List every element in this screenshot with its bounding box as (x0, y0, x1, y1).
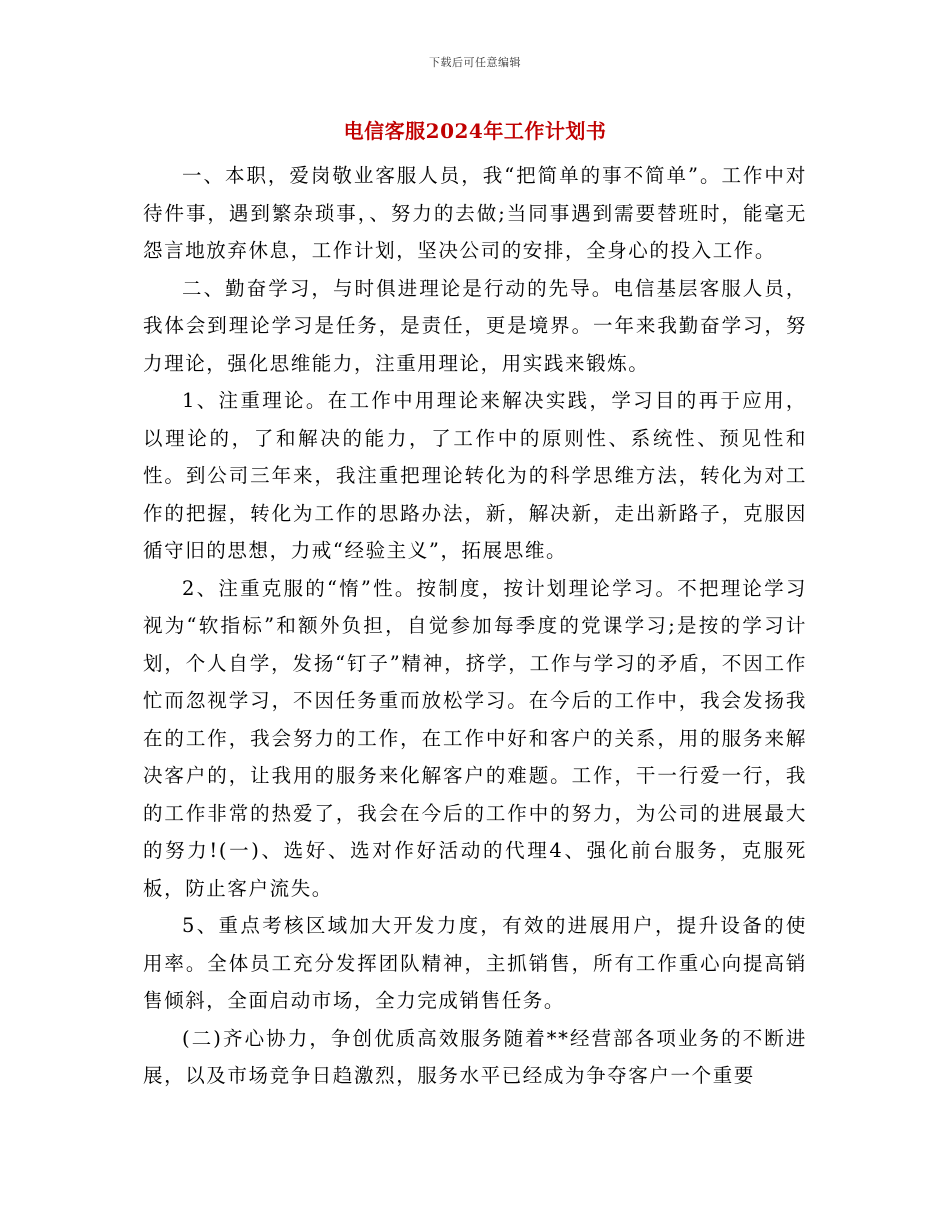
paragraph: 1、注重理论。在工作中用理论来解决实践，学习目的再于应用，以理论的，了和解决的能力，了工作中的原则性、系统性、预见性和性。到公司三年来，我注重把理论转化为的科学思维方法，转化为对工作的把握，转化为工作的思路办法，新，解决新，走出新路子，克服因循守旧的思想，力戒“经验主义”，拓展思维。 (143, 389, 807, 562)
paragraph: 二、勤奋学习，与时俱进理论是行动的先导。电信基层客服人员，我体会到理论学习是任务，是责任，更是境界。一年来我勤奋学习，努力理论，强化思维能力，注重用理论，用实践来锻炼。 (143, 276, 807, 375)
paragraph: 5、重点考核区域加大开发力度，有效的进展用户，提升设备的使用率。全体员工充分发挥团队精神，主抓销售，所有工作重心向提高销售倾斜，全面启动市场，全力完成销售任务。 (143, 914, 807, 1012)
paragraph: 一、本职，爱岗敬业客服人员，我“把简单的事不简单”。工作中对待件事，遇到繁杂琐事，、努力的去做;当同事遇到需要替班时，能毫无怨言地放弃休息，工作计划，坚决公司的安排，全身心的投入工作。 (143, 164, 807, 262)
paragraph: (二)齐心协力，争创优质高效服务随着**经营部各项业务的不断进展，以及市场竞争日趋激烈，服务水平已经成为争夺客户一个重要 (143, 1026, 807, 1087)
document-body (143, 157, 807, 1095)
paragraph: 2、注重克服的“惰”性。按制度，按计划理论学习。不把理论学习视为“软指标”和额外负担，自觉参加每季度的党课学习;是按的学习计划，个人自学，发扬“钉子”精神，挤学，工作与学习的矛盾，不因工作忙而忽视学习，不因任务重而放松学习。在今后的工作中，我会发扬我在的工作，我会努力的工作，在工作中好和客户的关系，用的服务来解决客户的，让我用的服务来化解客户的难题。工作，干一行爱一行，我的工作非常的热爱了，我会在今后的工作中的努力，为公司的进展最大的努力!(一)、选好、选对作好活动的代理4、强化前台服务，克服死板，防止客户流失。 (143, 576, 807, 900)
header-note: 下载后可任意编辑 (429, 56, 521, 69)
document-title: 电信客服2024年工作计划书 (343, 119, 607, 143)
